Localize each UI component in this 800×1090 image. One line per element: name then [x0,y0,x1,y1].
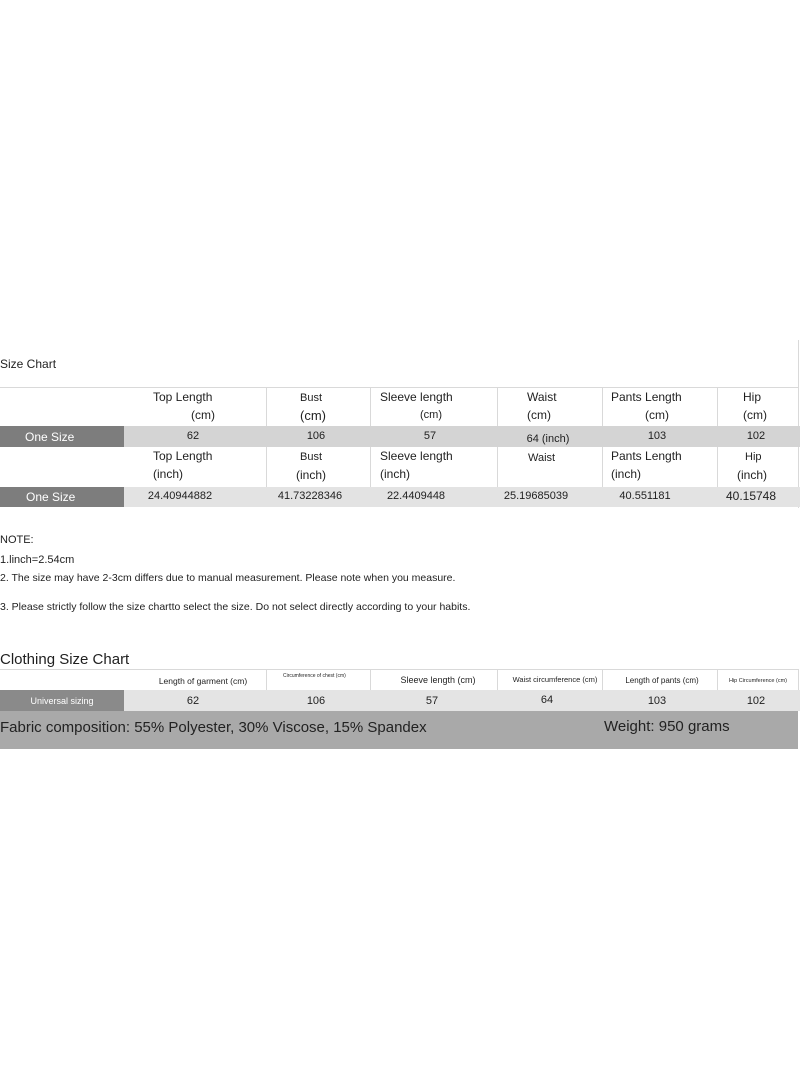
header-line: Pants Length [611,390,682,404]
value-bust-inch: 41.73228346 [277,490,343,502]
header-waist-cm [527,388,557,424]
header-line: Sleeve length [380,390,453,404]
header-sleeve-length-inch [380,447,453,483]
clothing-size-label: Universal sizing [0,690,124,711]
header-unit: (cm) [191,408,215,422]
value-sleeve-length-inch: 22.4409448 [386,490,446,502]
header-line: Waist [527,390,557,404]
header-bust-inch [296,448,326,484]
header-unit: (cm) [743,408,767,422]
header-top-length-inch [153,447,212,483]
clothing-value-hip: 102 [746,695,766,707]
header-line: Waist [528,452,556,464]
header-line: Top Length [153,390,213,404]
grid-line [0,669,798,670]
fabric-weight: Weight: 950 grams [604,718,730,735]
note-line-2: 2. The size may have 2-3cm differs due to manual measurement. Please note when you measure. [0,572,456,584]
header-unit: (cm) [300,408,326,423]
header-line: Pants Length [611,449,682,463]
clothing-value-chest: 106 [306,695,326,707]
size-label-one-size-inch: One Size [0,487,124,507]
size-chart-title: Size Chart [0,357,57,371]
header-line: Bust [300,392,323,404]
clothing-header-garment-length: Length of garment (cm) [158,676,248,686]
clothing-header-pants-length: Length of pants (cm) [625,676,699,685]
value-waist-cm: 64 (inch) [526,433,570,445]
clothing-header-sleeve-length: Sleeve length (cm) [400,675,476,685]
header-waist-inch [528,449,555,467]
header-line: Sleeve length [380,449,453,463]
clothing-chart-title: Clothing Size Chart [0,651,130,668]
value-hip-inch: 40.15748 [725,489,777,503]
header-unit: (cm) [645,408,669,422]
header-sleeve-length-cm [380,388,453,424]
clothing-header-hip: Hip Circumference (cm) [728,678,788,684]
note-heading: NOTE: [0,534,34,546]
value-hip-cm: 102 [746,430,766,442]
clothing-header-chest: Circumference of chest (cm) [283,673,346,679]
header-unit: (inch) [296,468,327,482]
value-top-length-inch: 24.40944882 [147,490,213,502]
header-pants-length-cm [611,388,682,424]
header-hip-cm [743,388,767,424]
clothing-header-waist: Waist circumference (cm) [512,675,598,684]
header-line: Hip [743,390,762,404]
header-pants-length-inch [611,447,682,483]
header-top-length-cm [153,388,215,424]
header-unit: (inch) [153,467,184,481]
clothing-value-sleeve-length: 57 [425,695,439,707]
grid-line [798,340,799,508]
fabric-composition: Fabric composition: 55% Polyester, 30% Viscose, 15% Spandex [0,719,427,736]
size-label-one-size-cm: One Size [0,426,124,447]
header-line: Bust [300,451,323,463]
value-bust-cm: 106 [306,430,326,442]
note-line-3: 3. Please strictly follow the size chartto select the size. Do not select directly according to your habits. [0,601,471,613]
header-unit: (cm) [527,408,551,422]
header-line: Top Length [153,449,213,463]
value-sleeve-length-cm: 57 [423,430,437,442]
header-unit: (inch) [737,468,768,482]
value-top-length-cm: 62 [186,430,200,442]
header-line: Hip [745,451,762,463]
header-unit: (inch) [380,467,411,481]
header-hip-inch [737,448,767,484]
note-line-1: 1.linch=2.54cm [0,554,75,566]
clothing-value-pants-length: 103 [647,695,667,707]
value-pants-length-inch: 40.551181 [619,490,671,502]
header-unit: (inch) [611,467,642,481]
clothing-value-garment-length: 62 [186,695,200,707]
header-bust-cm [300,389,326,425]
value-waist-inch: 25.19685039 [503,490,569,502]
value-pants-length-cm: 103 [647,430,667,442]
clothing-value-waist: 64 [540,694,554,706]
header-unit: (cm) [420,409,442,421]
